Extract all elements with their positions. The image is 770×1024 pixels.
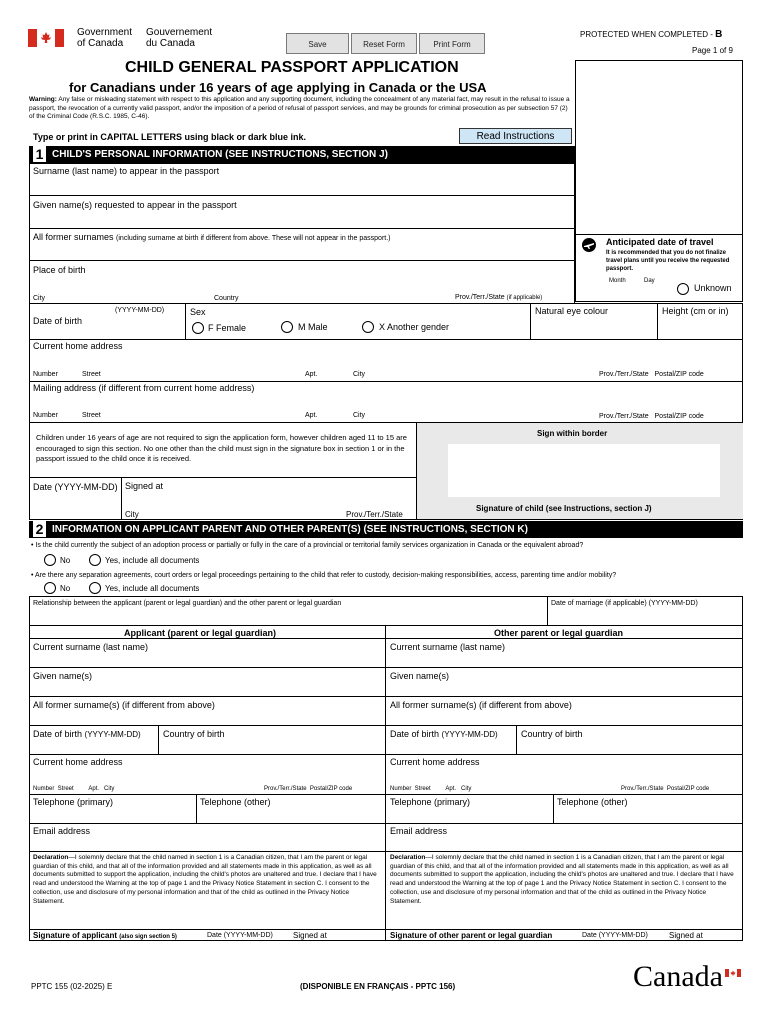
travel-note: It is recommended that you do not finalize travel plans until you receive the requested passport.	[606, 250, 730, 272]
other-dob-label	[390, 729, 498, 739]
other-declaration-label: Declaration	[390, 854, 426, 861]
travel-title: Anticipated date of travel	[606, 237, 714, 247]
custody-yes-label: Yes, include all documents	[105, 584, 200, 593]
page-title: CHILD GENERAL PASSPORT APPLICATION	[125, 59, 459, 76]
other-home-label: Current home address	[390, 757, 480, 767]
photo-box	[575, 60, 743, 235]
applicant-dob-fmt: (YYYY-MM-DD)	[84, 730, 141, 739]
travel-day-label: Day	[644, 278, 655, 284]
gov-en-line2: of Canada	[77, 38, 124, 49]
other-former-label: All former surname(s) (if different from above)	[390, 700, 572, 710]
sex-female-label: F Female	[208, 323, 247, 333]
child-given-field[interactable]	[29, 195, 575, 229]
gov-fr-line1: Gouvernement	[146, 27, 213, 38]
child-former-surnames-field[interactable]	[29, 228, 575, 261]
protected-label	[580, 29, 722, 40]
applicant-sig-text: Signature of applicant	[33, 931, 118, 940]
other-email-label: Email address	[390, 826, 448, 836]
travel-date-box	[575, 234, 743, 302]
home-apt-label: Apt.	[305, 371, 318, 378]
applicant-dob-text: Date of birth	[33, 729, 83, 739]
child-signature-label: Signature of child (see Instructions, section J)	[476, 504, 652, 513]
child-city-label: City	[125, 510, 139, 519]
other-sig-date-label: Date (YYYY-MM-DD)	[582, 932, 648, 939]
applicant-given-label: Given name(s)	[33, 671, 93, 681]
gov-wordmark-en	[77, 27, 132, 49]
travel-unknown-label: Unknown	[694, 283, 732, 293]
other-tel-primary-label: Telephone (primary)	[390, 797, 471, 807]
dob-label: Date of birth	[33, 316, 83, 326]
home-address-label: Current home address	[33, 341, 123, 351]
home-address-field[interactable]	[29, 339, 743, 382]
protected-text: PROTECTED WHEN COMPLETED -	[580, 30, 713, 39]
child-former-label	[33, 232, 391, 242]
print-form-button[interactable]: Print Form	[419, 33, 485, 54]
applicant-signed-at-label: Signed at	[293, 931, 327, 940]
canada-wordmark: Canada	[633, 960, 723, 993]
canada-flag-icon	[28, 29, 64, 47]
adoption-yes-label: Yes, include all documents	[105, 556, 200, 565]
applicant-declaration-text: —I solemnly declare that the child named in section 1 is a Canadian citizen, that I am the parent or legal guardian of this child, and that all of the information provided and all statements made in this application, as well as all documents submitted to support the application, including the child's photos are unaltered and true. I declare that I have read and understood the Warning at the top of page 1 and the Privacy Notice Statement in section C. I consent to the collection, use and disclosure of my personal information and that of the child as outlined in the Privacy Notice Statement.	[33, 854, 377, 905]
gov-wordmark-fr	[146, 27, 212, 49]
custody-yes-radio[interactable]	[89, 582, 101, 594]
sex-female-radio[interactable]	[192, 322, 204, 334]
applicant-email-label: Email address	[33, 826, 91, 836]
relationship-label: Relationship between the applicant (parent or legal guardian) and the other parent or legal guardian	[33, 600, 342, 607]
height-label: Height (cm or in)	[662, 306, 729, 316]
page-subtitle: for Canadians under 16 years of age applying in Canada or the USA	[69, 80, 487, 95]
pob-prov-note: (if applicable)	[506, 295, 543, 301]
sex-male-radio[interactable]	[281, 321, 293, 333]
adoption-no-radio[interactable]	[44, 554, 56, 566]
other-tel-other-label: Telephone (other)	[557, 797, 628, 807]
applicant-addr-line-a: Number Street Apt. City	[33, 786, 115, 792]
custody-no-radio[interactable]	[44, 582, 56, 594]
mail-prov-label: Prov./Terr./State Postal/ZIP code	[599, 413, 704, 420]
applicant-home-label: Current home address	[33, 757, 123, 767]
warning-text	[29, 96, 574, 122]
airplane-icon	[580, 238, 598, 252]
applicant-signature-label	[33, 931, 177, 940]
other-addr-line-a: Number Street Apt. City	[390, 786, 472, 792]
other-signed-at-label: Signed at	[669, 931, 703, 940]
french-availability: (DISPONIBLE EN FRANÇAIS - PPTC 156)	[300, 982, 456, 991]
applicant-former-label: All former surname(s) (if different from above)	[33, 700, 215, 710]
gov-en-line1: Government	[77, 27, 133, 38]
reset-form-button[interactable]: Reset Form	[351, 33, 417, 54]
page-number: Page 1 of 9	[692, 46, 733, 55]
other-parent-column-head: Other parent or legal guardian	[494, 628, 624, 638]
pob-prov-label	[455, 294, 542, 301]
applicant-addr-line-b: Prov./Terr./State Postal/ZIP code	[264, 786, 353, 792]
child-surname-label: Surname (last name) to appear in the passport	[33, 166, 220, 176]
child-date-label: Date (YYYY-MM-DD)	[33, 482, 118, 492]
children-note: Children under 16 years of age are not required to sign the application form, however children aged 11 to 15 are encouraged to sign this section. No one other than the child must sign in the signature box in section 1 or in the passport issued to the child once it is received.	[36, 433, 407, 463]
applicant-dob-label	[33, 729, 141, 739]
other-given-label: Given name(s)	[390, 671, 450, 681]
applicant-column-head: Applicant (parent or legal guardian)	[124, 628, 277, 638]
pob-prov-text: Prov./Terr./State	[455, 294, 505, 301]
custody-no-label: No	[60, 584, 71, 593]
applicant-country-birth-label: Country of birth	[163, 729, 225, 739]
other-declaration-text: —I solemnly declare that the child named in section 1 is a Canadian citizen, that I am the parent or legal guardian of this child, and that all of the information provided and all statements made in this application, as well as all documents submitted to support the application, including the child's photos are unaltered and true. I declare that I have read and understood the Warning at the top of page 1 and the Privacy Notice Statement in section C. I consent to the collection, use and disclosure of my personal information and that of the child as outlined in the Privacy Notice Statement.	[390, 854, 734, 905]
other-surname-label: Current surname (last name)	[390, 642, 506, 652]
adoption-yes-radio[interactable]	[89, 554, 101, 566]
other-addr-line-b: Prov./Terr./State Postal/ZIP code	[621, 786, 710, 792]
home-street-label: Street	[82, 371, 101, 378]
save-button[interactable]: Save	[286, 33, 349, 54]
former-label-note: (including surname at birth if different from above. These will not appear in the passport.)	[116, 235, 391, 242]
child-signature-box[interactable]	[448, 444, 720, 497]
adoption-question: • Is the child currently the subject of an adoption process or partially or fully in the care of a provincial or territorial family services organization in Canada or the equivalent abroad?	[31, 542, 584, 549]
applicant-declaration-label: Declaration	[33, 854, 69, 861]
child-signed-at-label: Signed at	[125, 481, 164, 491]
adoption-no-label: No	[60, 556, 71, 565]
applicant-tel-other-label: Telephone (other)	[200, 797, 271, 807]
mail-number-label: Number	[33, 412, 58, 419]
place-of-birth-label: Place of birth	[33, 265, 86, 275]
home-city-label: City	[353, 371, 366, 378]
dob-format: (YYYY-MM-DD)	[115, 307, 165, 314]
gov-fr-line2: du Canada	[146, 38, 195, 49]
pob-city-label: City	[33, 295, 46, 302]
former-label-main: All former surnames	[33, 232, 114, 242]
warning-label: Warning:	[29, 96, 57, 103]
other-dob-text: Date of birth	[390, 729, 440, 739]
other-signature-label: Signature of other parent or legal guardian	[390, 931, 553, 940]
applicant-sig-note: (also sign section 5)	[119, 934, 177, 940]
section1-header	[29, 146, 575, 163]
mailing-address-label: Mailing address (if different from current home address)	[33, 383, 255, 393]
warning-body: Any false or misleading statement with respect to this application and any supporting document, including the concealment of any material fact, may result in the refusal to issue a passport, the revocation of a currently valid passport, and/or the imposition of a period of refusal of passport services, and may be grounds for criminal prosecution as per subsection 57 (2) of the Criminal Code (R.S.C. 1985, C-46).	[29, 96, 570, 120]
travel-unknown-radio[interactable]	[677, 283, 689, 295]
other-declaration	[390, 854, 739, 906]
marriage-date-label: Date of marriage (if applicable) (YYYY-MM-DD)	[551, 600, 698, 607]
home-prov-label: Prov./Terr./State Postal/ZIP code	[599, 371, 704, 378]
form-id: PPTC 155 (02-2025) E	[31, 982, 113, 991]
sex-male-label: M Male	[298, 322, 328, 332]
eye-colour-label: Natural eye colour	[535, 306, 609, 316]
sex-x-radio[interactable]	[362, 321, 374, 333]
sex-x-label: X Another gender	[379, 322, 450, 332]
sex-label: Sex	[190, 307, 206, 317]
read-instructions-button[interactable]: Read Instructions	[459, 128, 572, 144]
section1-number: 1	[33, 146, 46, 162]
protected-level: B	[715, 29, 723, 40]
other-dob-fmt: (YYYY-MM-DD)	[441, 730, 498, 739]
mail-apt-label: Apt.	[305, 412, 318, 419]
mail-street-label: Street	[82, 412, 101, 419]
custody-question: • Are there any separation agreements, court orders or legal proceedings pertaining to the child that refer to custody, decision-making responsibilities, access, parenting time and/or mobility?	[31, 572, 617, 579]
section2-number: 2	[33, 521, 46, 537]
applicant-declaration	[33, 854, 381, 906]
travel-month-label: Month	[609, 278, 626, 284]
applicant-sig-date-label: Date (YYYY-MM-DD)	[207, 932, 273, 939]
mail-city-label: City	[353, 412, 366, 419]
sign-within-label: Sign within border	[537, 429, 608, 438]
place-of-birth-field[interactable]	[29, 260, 575, 304]
section1-title: CHILD'S PERSONAL INFORMATION (SEE INSTRUCTIONS, SECTION J)	[52, 149, 388, 160]
section2-header	[29, 521, 743, 538]
pob-country-label: Country	[214, 295, 239, 302]
section2-title: INFORMATION ON APPLICANT PARENT AND OTHER PARENT(S) (SEE INSTRUCTIONS, SECTION K)	[52, 524, 528, 535]
home-number-label: Number	[33, 371, 58, 378]
other-country-birth-label: Country of birth	[521, 729, 583, 739]
applicant-surname-label: Current surname (last name)	[33, 642, 149, 652]
mailing-address-field[interactable]	[29, 381, 743, 423]
child-surname-field[interactable]	[29, 163, 575, 196]
type-instruction: Type or print in CAPITAL LETTERS using black or dark blue ink.	[33, 132, 307, 142]
wordmark-flag-icon	[725, 964, 741, 972]
child-prov-label: Prov./Terr./State	[346, 510, 403, 519]
child-given-label: Given name(s) requested to appear in the passport	[33, 200, 237, 210]
applicant-tel-primary-label: Telephone (primary)	[33, 797, 114, 807]
